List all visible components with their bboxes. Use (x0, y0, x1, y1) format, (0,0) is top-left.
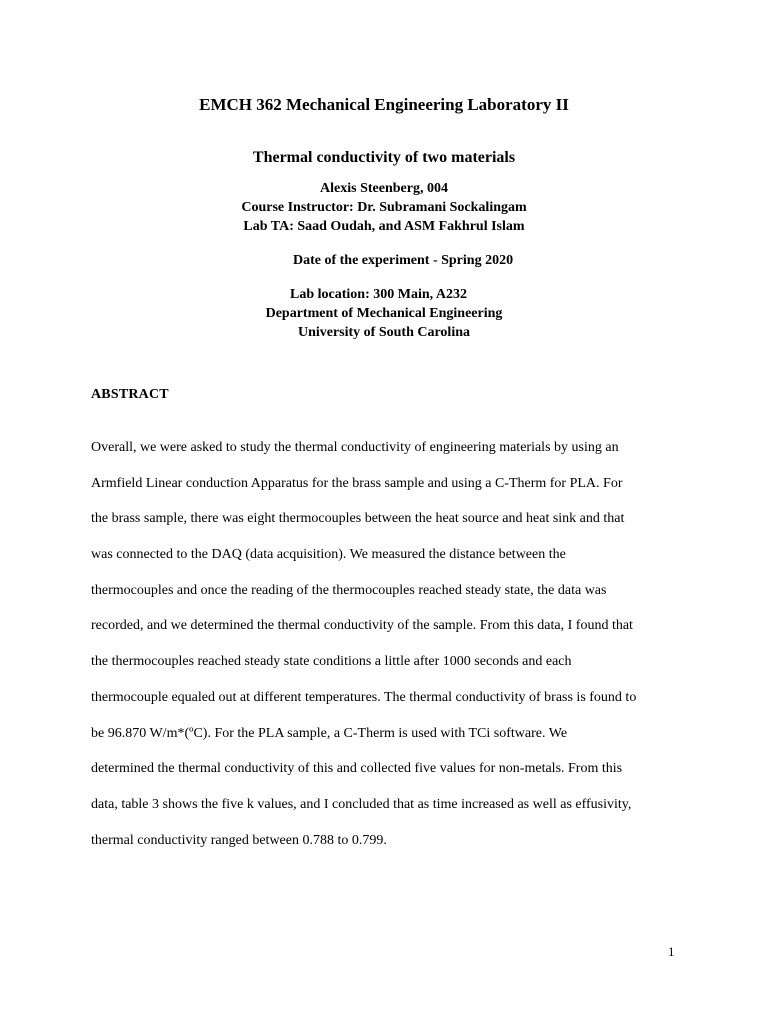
paper-title: Thermal conductivity of two materials (252, 149, 516, 166)
page-number: 1 (668, 944, 675, 959)
abstract-line: the brass sample, there was eight thermocouples between the heat source and heat sink and that (91, 511, 625, 527)
abstract-line: be 96.870 W/m*(ºC). For the PLA sample, a C-Therm is used with TCi software. We (91, 725, 568, 741)
location-block (0, 285, 768, 342)
abstract-line: thermocouples and once the reading of the thermocouples reached steady state, the data was (91, 582, 607, 598)
abstract-line: data, table 3 shows the five k values, and I concluded that as time increased as well as effusivity, (91, 796, 632, 812)
abstract-line: Overall, we were asked to study the thermal conductivity of engineering materials by using an (91, 440, 619, 455)
abstract-line: Armfield Linear conduction Apparatus for the brass sample and using a C-Therm for PLA. For (91, 475, 623, 491)
department: Department of Mechanical Engineering (265, 306, 503, 321)
abstract-heading: ABSTRACT (91, 387, 169, 402)
abstract-line: thermocouple equaled out at different temperatures. The thermal conductivity of brass is found to (91, 689, 637, 705)
university: University of South Carolina (297, 325, 471, 340)
experiment-date: Date of the experiment - Spring 2020 (293, 253, 514, 268)
abstract-line: thermal conductivity ranged between 0.788 to 0.799. (91, 832, 387, 848)
abstract-line: recorded, and we determined the thermal conductivity of the sample. From this data, I found that (91, 618, 633, 634)
abstract-line: the thermocouples reached steady state conditions a little after 1000 seconds and each (91, 654, 572, 670)
lab-ta: Lab TA: Saad Oudah, and ASM Fakhrul Islam (243, 219, 525, 234)
abstract-line: determined the thermal conductivity of this and collected five values for non-metals. From this (91, 761, 623, 777)
lab-location: Lab location: 300 Main, A232 (290, 287, 467, 302)
course-instructor: Course Instructor: Dr. Subramani Sockalingam (241, 200, 527, 215)
abstract-body (91, 430, 681, 858)
author-block (0, 179, 768, 236)
author-name: Alexis Steenberg, 004 (320, 181, 448, 196)
course-title: EMCH 362 Mechanical Engineering Laboratory II (199, 95, 569, 114)
abstract-line: was connected to the DAQ (data acquisition). We measured the distance between the (91, 547, 566, 563)
